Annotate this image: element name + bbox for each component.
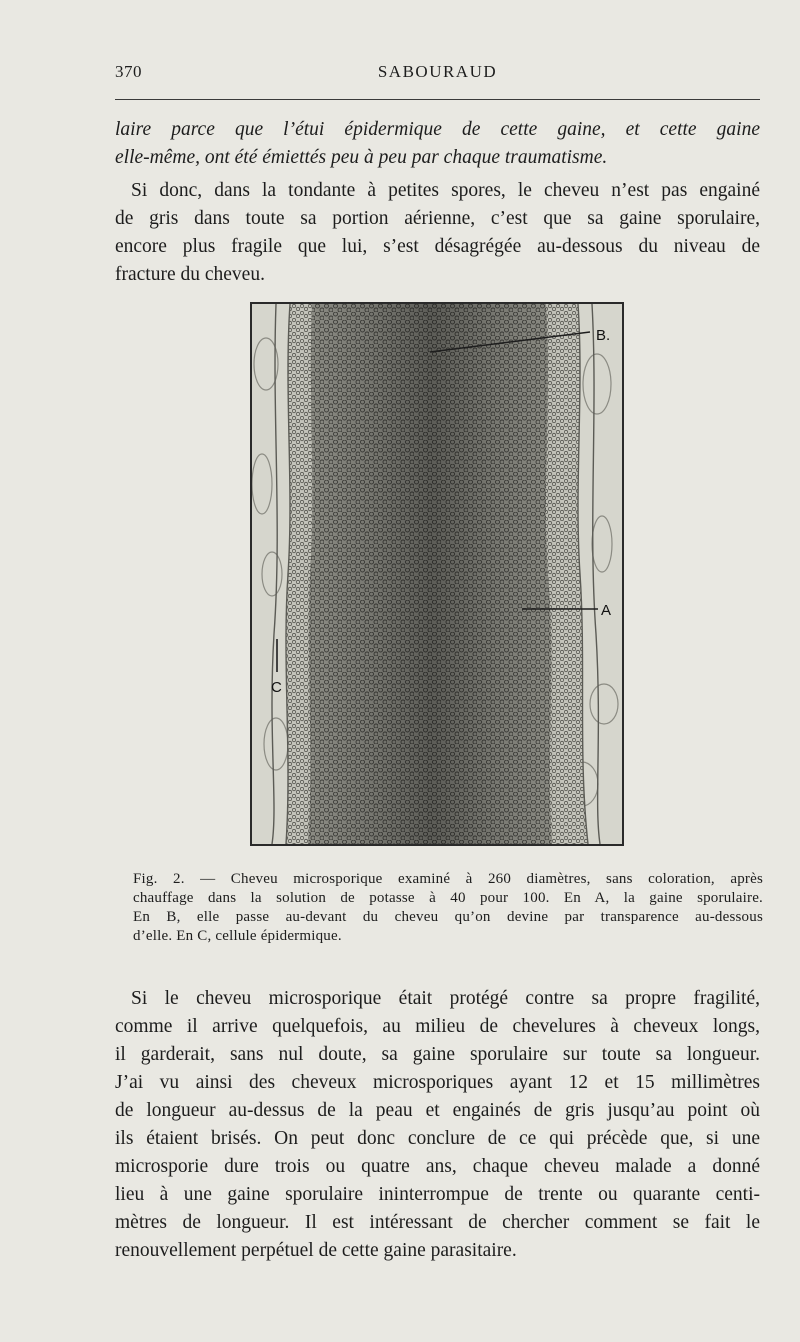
text-line: encore plus fragile que lui, s’est désagrégée au-dessous du niveau de (115, 236, 760, 257)
page-number: 370 (115, 62, 142, 81)
micrograph-figure (250, 302, 624, 846)
bottom-paragraph (115, 985, 760, 1265)
text-line: de longueur au-dessus de la peau et engainés de gris jusqu’au point où (115, 1100, 760, 1121)
header-rule (115, 99, 760, 100)
text-line: J’ai vu ainsi des cheveux microsporiques ayant 12 et 15 millimètres (115, 1072, 760, 1093)
top-paragraphs (115, 116, 760, 289)
figure-label-b: B. (596, 327, 611, 344)
text-line: Si le cheveu microsporique était protégé contre sa propre fragilité, (131, 988, 760, 1009)
text-line: elle-même, ont été émiettés peu à peu par chaque traumatisme. (115, 147, 608, 168)
text-line: fracture du cheveu. (115, 264, 265, 285)
caption-line: chauffage dans la solution de potasse à 40 pour 100. En A, la gaine sporulaire. (133, 890, 763, 906)
text-line: ils étaient brisés. On peut donc conclure de ce qui précède que, si une (115, 1128, 760, 1149)
text-line: il garderait, sans nul doute, sa gaine sporulaire sur toute sa longueur. (115, 1044, 760, 1065)
text-line: renouvellement perpétuel de cette gaine parasitaire. (115, 1240, 517, 1261)
text-line: de gris dans toute sa portion aérienne, c’est que sa gaine sporulaire, (115, 208, 760, 229)
text-line: lieu à une gaine sporulaire ininterrompue de trente ou quarante centi- (115, 1184, 760, 1205)
figure-label-c: C (271, 679, 282, 696)
running-title: SABOURAUD (377, 62, 498, 81)
caption-line: Fig. 2. — Cheveu microsporique examiné à 260 diamètres, sans coloration, après (133, 871, 763, 887)
text-line: Si donc, dans la tondante à petites spores, le cheveu n’est pas engainé (131, 180, 760, 201)
micrograph-image (252, 304, 622, 844)
text-line: mètres de longueur. Il est intéressant de chercher comment se fait le (115, 1212, 760, 1233)
text-line: microsporie dure trois ou quatre ans, chaque cheveu malade a donné (115, 1156, 760, 1177)
caption-line: En B, elle passe au-devant du cheveu qu’on devine par transparence au-dessous (133, 909, 763, 925)
figure-label-a: A (601, 602, 612, 619)
running-head (115, 62, 760, 88)
text-line: laire parce que l’étui épidermique de cette gaine, et cette gaine (115, 119, 760, 140)
text-line: comme il arrive quelquefois, au milieu de chevelures à cheveux longs, (115, 1016, 760, 1037)
figure-caption (133, 870, 763, 946)
caption-line: d’elle. En C, cellule épidermique. (133, 928, 342, 944)
